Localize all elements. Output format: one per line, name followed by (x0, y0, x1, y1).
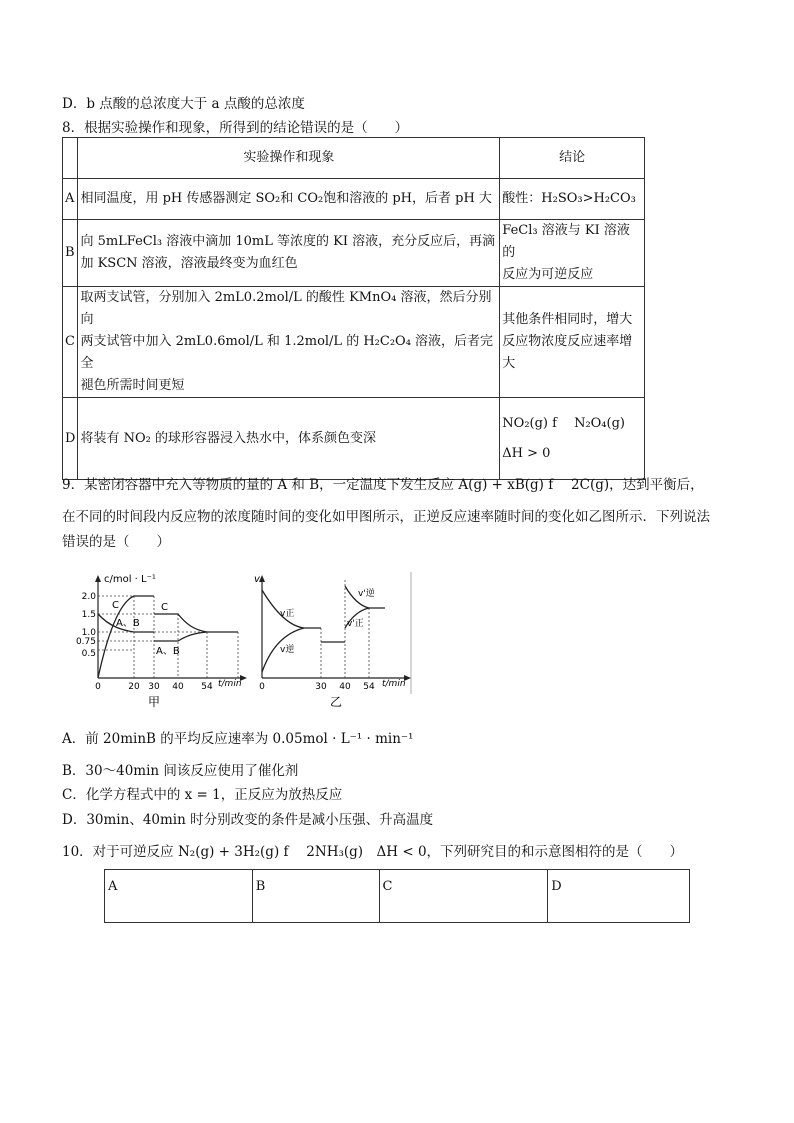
x-label: t/min (218, 679, 242, 689)
q10-cell-c: C (379, 870, 548, 923)
q8-row-op (78, 220, 500, 287)
concl-line: ΔH > 0 (502, 445, 551, 461)
q9-option-b: B．30～40min 间该反应使用了催化剂 (62, 763, 299, 779)
label-v-rev2: v'逆 (358, 589, 375, 599)
label-v-fwd: v正 (280, 609, 295, 619)
op-line: 向 5mLFeCl₃ 溶液中滴加 10mL 等浓度的 KI 溶液，充分反应后，再滴 (80, 234, 496, 249)
label-c1: C (112, 600, 119, 611)
q8-row-op (78, 398, 500, 480)
x-label: t/min (382, 679, 406, 689)
q9-option-a: A．前 20minB 的平均反应速率为 0.05mol · L⁻¹ · min⁻¹ (62, 731, 414, 747)
q8-row-label: B (63, 220, 78, 287)
q10-stem: 10．对于可逆反应 N₂(g) + 3H₂(g) f 2NH₃(g) ΔH < 0，下列研究目的和示意图相符的是（ ） (62, 844, 684, 860)
op-line: 两支试管中加入 2mL0.6mol/L 和 1.2mol/L 的 H₂C₂O₄ 溶液，后者完全 (80, 334, 494, 371)
concl-line: 反应物浓度反应速率增 (502, 334, 633, 349)
curve-c-seg2 (154, 614, 238, 632)
q9-option-c: C．化学方程式中的 x = 1，正反应为放热反应 (62, 787, 343, 803)
caption-yi: 乙 (329, 695, 343, 709)
op-line: 取两支试管，分别加入 2mL0.2mol/L 的酸性 KMnO₄ 溶液，然后分别向 (80, 290, 492, 327)
y-tick: 1.0 (81, 628, 96, 638)
x-ticks (259, 682, 375, 692)
q8-stem: 8．根据实验操作和现象，所得到的结论错误的是（ ） (62, 120, 409, 136)
q9-line3: 错误的是（ ） (62, 534, 170, 550)
label-ab2: A、B (156, 646, 180, 657)
x-tick: 40 (339, 682, 351, 692)
y-label: c/mol · L⁻¹ (104, 574, 156, 585)
concl-line: 大 (502, 356, 516, 371)
figure-jia (68, 572, 248, 712)
label-ab1: A、B (116, 618, 140, 629)
label-v-rev: v逆 (280, 645, 295, 655)
q10-cell-a: A (105, 870, 253, 923)
curve-c-rise (98, 596, 154, 678)
x-ticks (95, 682, 213, 692)
y-arrow-icon (95, 575, 101, 582)
x-tick: 54 (201, 682, 213, 692)
concl-line: NO₂(g) f N₂O₄(g) (502, 415, 625, 431)
concl-line: FeCl₃ 溶液与 KI 溶液的 (502, 223, 630, 260)
q8-row-concl (500, 287, 645, 398)
y-label: v (254, 574, 260, 585)
op-line: 相同温度，用 pH 传感器测定 SO₂和 CO₂饱和溶液的 pH，后者 pH 大 (80, 191, 492, 206)
q8-row-label: A (63, 179, 78, 220)
y-tick: 0.5 (81, 649, 96, 659)
op-line: 褪色所需时间更短 (80, 378, 185, 393)
q8-row-op (78, 287, 500, 398)
q8-row-label: D (63, 398, 78, 480)
q8-row-op (78, 179, 500, 220)
concl-line: 其他条件相同时，增大 (502, 312, 633, 327)
q8-table (62, 137, 645, 480)
q8-head-op: 实验操作和现象 (78, 138, 500, 179)
y-tick: 0.75 (75, 637, 96, 647)
q8-row-label: C (63, 287, 78, 398)
q10-cell-b: B (252, 870, 379, 923)
q8-row-concl (500, 179, 645, 220)
q8-head-blank (63, 138, 78, 179)
y-tick: 1.5 (81, 610, 96, 620)
q7-option-d: D．b 点酸的总浓度大于 a 点酸的总浓度 (62, 96, 305, 112)
label-c2: C (161, 602, 168, 613)
label-v-fwd2: v'正 (347, 619, 364, 629)
x-tick: 30 (148, 682, 160, 692)
concl-line: 反应为可逆反应 (502, 267, 594, 282)
q8-head-concl: 结论 (500, 138, 645, 179)
x-tick: 0 (259, 682, 265, 692)
caption-jia: 甲 (147, 695, 161, 709)
figure-yi (248, 572, 418, 712)
x-tick: 20 (128, 682, 140, 692)
grid-lines (98, 596, 238, 678)
x-tick: 40 (172, 682, 184, 692)
q10-table (104, 869, 690, 923)
q10-cell-d: D (548, 870, 690, 923)
curve-ab-seg2 (154, 632, 207, 641)
x-tick: 30 (315, 682, 327, 692)
q8-row-concl (500, 398, 645, 480)
q9-option-d: D．30min、40min 时分别改变的条件是减小压强、升高温度 (62, 812, 434, 828)
x-tick: 0 (95, 682, 101, 692)
y-ticks (76, 592, 96, 659)
q8-row-concl (500, 220, 645, 287)
q9-line2: 在不同的时间段内反应物的浓度随时间的变化如甲图所示，正逆反应速率随时间的变化如乙图所示．下列说法 (62, 509, 710, 525)
x-tick: 54 (363, 682, 375, 692)
concl-line: 酸性：H₂SO₃>H₂CO₃ (502, 191, 636, 206)
op-line: 将装有 NO₂ 的球形容器浸入热水中，体系颜色变深 (80, 430, 376, 446)
y-tick: 2.0 (81, 592, 96, 602)
op-line: 加 KSCN 溶液，溶液最终变为血红色 (80, 256, 298, 271)
q9-line1: 9．某密闭容器中充入等物质的量的 A 和 B，一定温度下发生反应 A(g) + xB(g) f 2C(g)，达到平衡后， (62, 477, 704, 493)
